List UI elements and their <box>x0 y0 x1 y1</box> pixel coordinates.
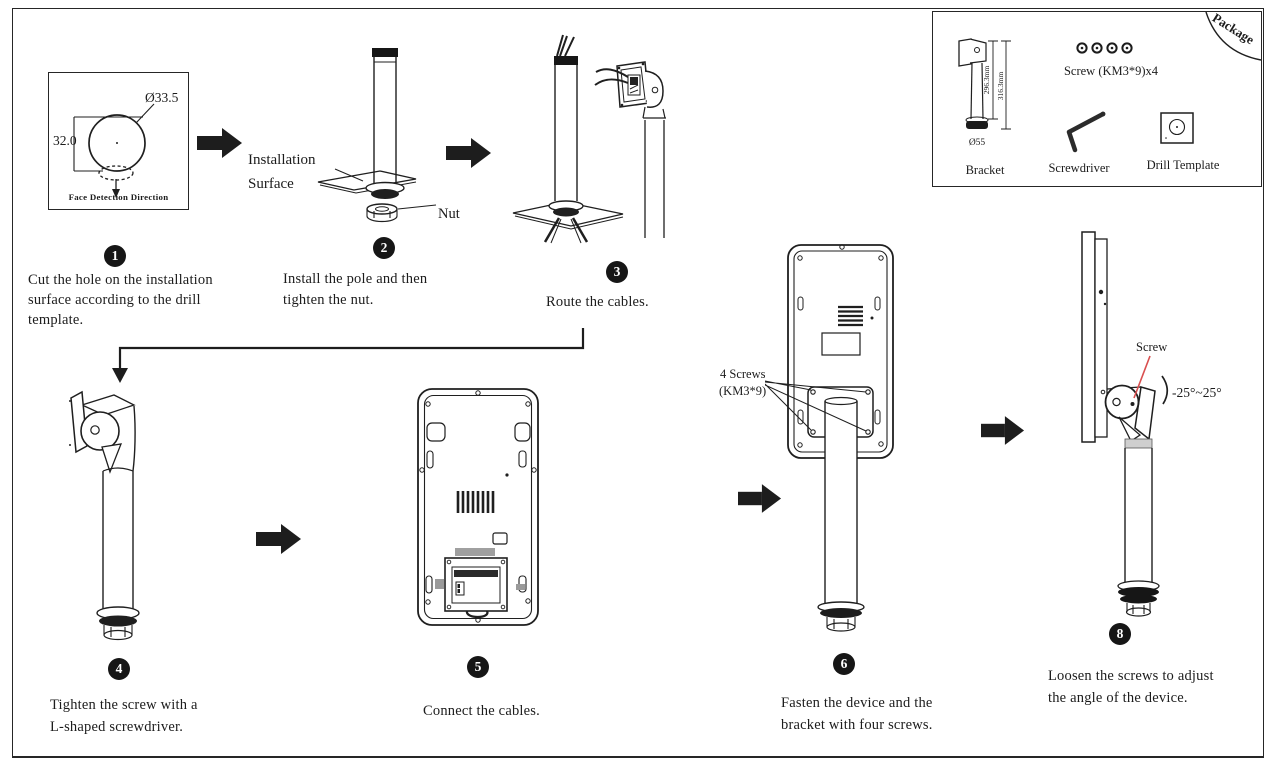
bracket-pole-diagram <box>55 385 170 650</box>
bracket-height-outer-label: 316.3mm <box>996 71 1005 101</box>
nut-illustration <box>367 204 436 222</box>
device-side-view-diagram <box>1075 225 1245 617</box>
bracket-item-label: Bracket <box>965 163 1005 177</box>
step-5-text <box>423 703 540 723</box>
screwdriver-illustration <box>1053 104 1109 154</box>
arrow-right-icon <box>256 523 302 555</box>
step-4-line: Tighten the screw with a <box>50 697 198 713</box>
screwdriver-item-label: Screwdriver <box>1048 161 1110 175</box>
arrow-right-icon <box>981 415 1025 446</box>
package-title: Package <box>1209 9 1257 48</box>
cable-routing-diagram <box>495 25 685 255</box>
step-1-line: template. <box>28 312 84 328</box>
step-1-line: Cut the hole on the installation <box>28 272 213 288</box>
step-6-line: Fasten the device and the <box>781 695 933 711</box>
step-4-badge: 4 <box>108 658 130 680</box>
step-2-badge: 2 <box>373 237 395 259</box>
screws-illustration <box>1075 40 1133 56</box>
step-1-line: surface according to the drill <box>28 292 201 308</box>
arrow-right-icon <box>197 127 243 159</box>
drill-template-icon <box>1159 111 1197 146</box>
four-screws-label: 4 Screws <box>720 367 766 381</box>
step-3-line: Route the cables. <box>546 294 649 310</box>
step-8-line: the angle of the device. <box>1048 690 1188 706</box>
device-back-diagram <box>415 386 542 629</box>
bracket-diameter-label: Ø55 <box>968 138 986 148</box>
step-8-badge: 8 <box>1109 623 1131 645</box>
hole-diameter-label: Ø33.5 <box>145 90 179 105</box>
device-on-pole-diagram <box>765 240 905 632</box>
four-screws-label: (KM3*9) <box>719 384 767 398</box>
step-6-badge: 6 <box>833 653 855 675</box>
installation-surface-label: Installation <box>248 152 316 168</box>
step-5-line: Connect the cables. <box>423 703 540 719</box>
step-1-badge: 1 <box>104 245 126 267</box>
connector-block <box>445 558 507 617</box>
bracket-illustration <box>946 29 1031 154</box>
step-3-text <box>546 294 649 314</box>
step-3-badge: 3 <box>606 261 628 283</box>
angle-range-label: -25°~25° <box>1172 385 1222 400</box>
screw-item-label: Screw (KM3*9)x4 <box>1063 64 1159 78</box>
installation-surface-label: Surface <box>248 176 294 192</box>
step-1-text <box>28 272 213 332</box>
arrow-right-icon <box>446 137 492 169</box>
flow-connector-arrow <box>106 326 592 384</box>
step-6-line: bracket with four screws. <box>781 717 933 733</box>
screw-label: Screw <box>1136 340 1168 354</box>
drill-template-item-label: Drill Template <box>1146 158 1220 172</box>
face-detection-direction-label: Face Detection Direction <box>68 192 169 202</box>
step-2-text <box>283 271 427 313</box>
step-6-text <box>781 695 933 739</box>
step-4-line: L-shaped screwdriver. <box>50 719 184 735</box>
step-2-line: tighten the nut. <box>283 292 374 308</box>
hole-width-label: 32.0 <box>53 133 77 148</box>
bracket-height-inner-label: 296.3mm <box>982 65 991 95</box>
step-2-line: Install the pole and then <box>283 271 428 287</box>
nut-label: Nut <box>438 206 460 222</box>
step-8-line: Loosen the screws to adjust <box>1048 668 1214 684</box>
step-5-badge: 5 <box>467 656 489 678</box>
step-8-text <box>1048 668 1214 712</box>
angle-arc <box>1162 376 1167 404</box>
drill-template-box <box>48 72 189 210</box>
step-4-text <box>50 697 198 741</box>
package-box <box>932 11 1262 187</box>
bracket-plate-illustration <box>595 62 666 238</box>
